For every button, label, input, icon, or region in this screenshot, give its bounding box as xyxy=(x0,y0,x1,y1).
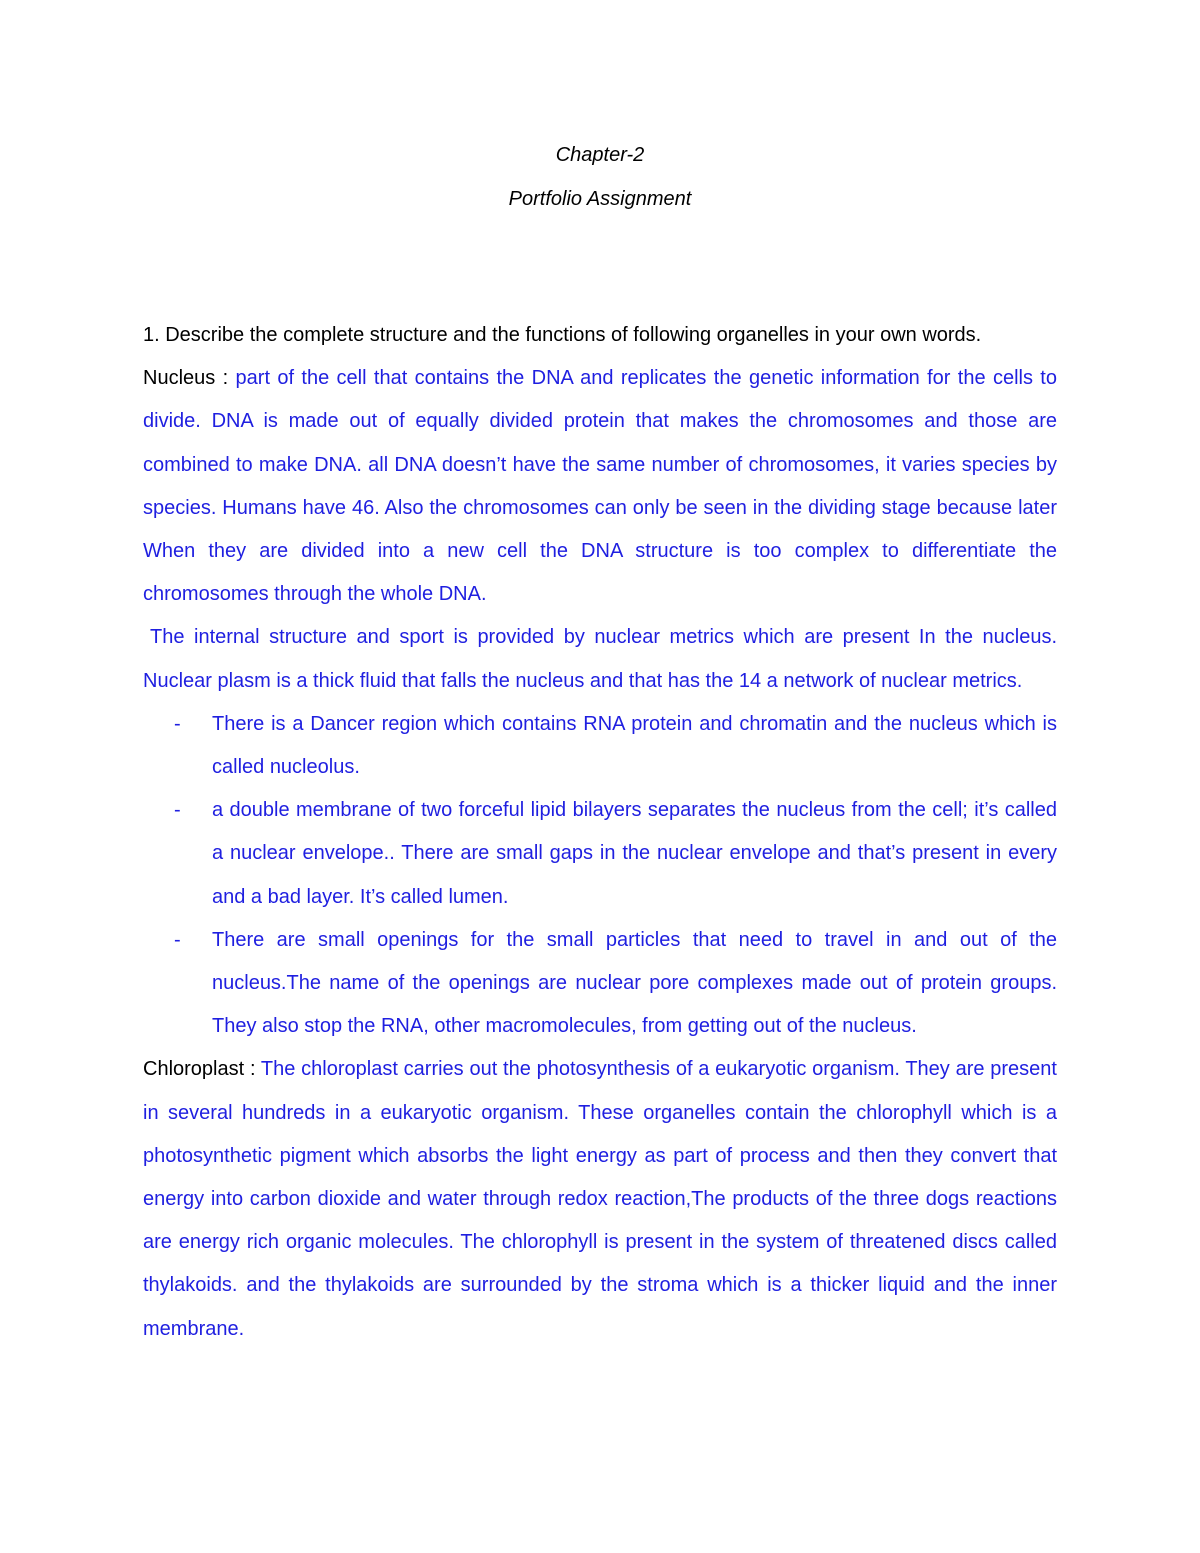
document-body xyxy=(143,314,1057,1351)
chloroplast-paragraph xyxy=(143,1048,1057,1350)
nucleus-paragraph xyxy=(143,357,1057,616)
nucleus-label: Nucleus : xyxy=(143,367,236,390)
bullet-text: a double membrane of two forceful lipid bilayers separates the nucleus from the cell; it’s called a nuclear envelope.. There are small gaps in the nuclear envelope and that’s present in every and a bad layer. It’s called lumen. xyxy=(212,799,1057,908)
bullet-text: There are small openings for the small particles that need to travel in and out of the nucleus.The name of the openings are nuclear pore complexes made out of protein groups. They also stop the RNA, other macromolecules, from getting out of the nucleus. xyxy=(212,928,1057,1038)
chapter-title: Chapter-2 xyxy=(555,144,645,166)
list-item xyxy=(143,789,1057,919)
nucleus-paragraph-2: The internal structure and sport is provided by nuclear metrics which are present In the nucleus. Nuclear plasm is a thick fluid that falls the nucleus and that has the 14 a network of nuclear metrics. xyxy=(143,626,1057,692)
bullet-marker: - xyxy=(174,712,181,735)
bullet-marker: - xyxy=(174,928,181,951)
list-item xyxy=(143,703,1057,789)
chloroplast-text: The chloroplast carries out the photosynthesis of a eukaryotic organism. They are present in several hundreds in a eukaryotic organism. These organelles contain the chlorophyll which is a photosynthetic pigment which absorbs the light energy as part of process and then they convert that energy into carbon dioxide and water through redox reaction,The products of the three dogs reactions are energy rich organic molecules. The chlorophyll is present in the system of threatened discs called thylakoids. and the thylakoids are surrounded by the stroma which is a thicker liquid and the inner membrane. xyxy=(143,1058,1057,1340)
assignment-title: Portfolio Assignment xyxy=(508,188,692,210)
nucleus-bullet-list xyxy=(143,703,1057,1049)
question-text: 1. Describe the complete structure and the functions of following organelles in your own words. xyxy=(143,324,982,346)
list-item xyxy=(143,919,1057,1049)
bullet-text: There is a Dancer region which contains RNA protein and chromatin and the nucleus which is called nucleolus. xyxy=(212,712,1057,779)
nucleus-text: part of the cell that contains the DNA and replicates the genetic information for the cells to divide. DNA is made out of equally divided protein that makes the chromosomes and those are combined to make DNA. all DNA doesn’t have the same number of chromosomes, it varies species by species. Humans have 46. Also the chromosomes can only be seen in the dividing stage because later When they are divided into a new cell the DNA structure is too complex to differentiate the chromosomes through the whole DNA. xyxy=(143,367,1057,606)
chloroplast-label: Chloroplast : xyxy=(143,1058,261,1081)
bullet-marker: - xyxy=(174,799,181,822)
